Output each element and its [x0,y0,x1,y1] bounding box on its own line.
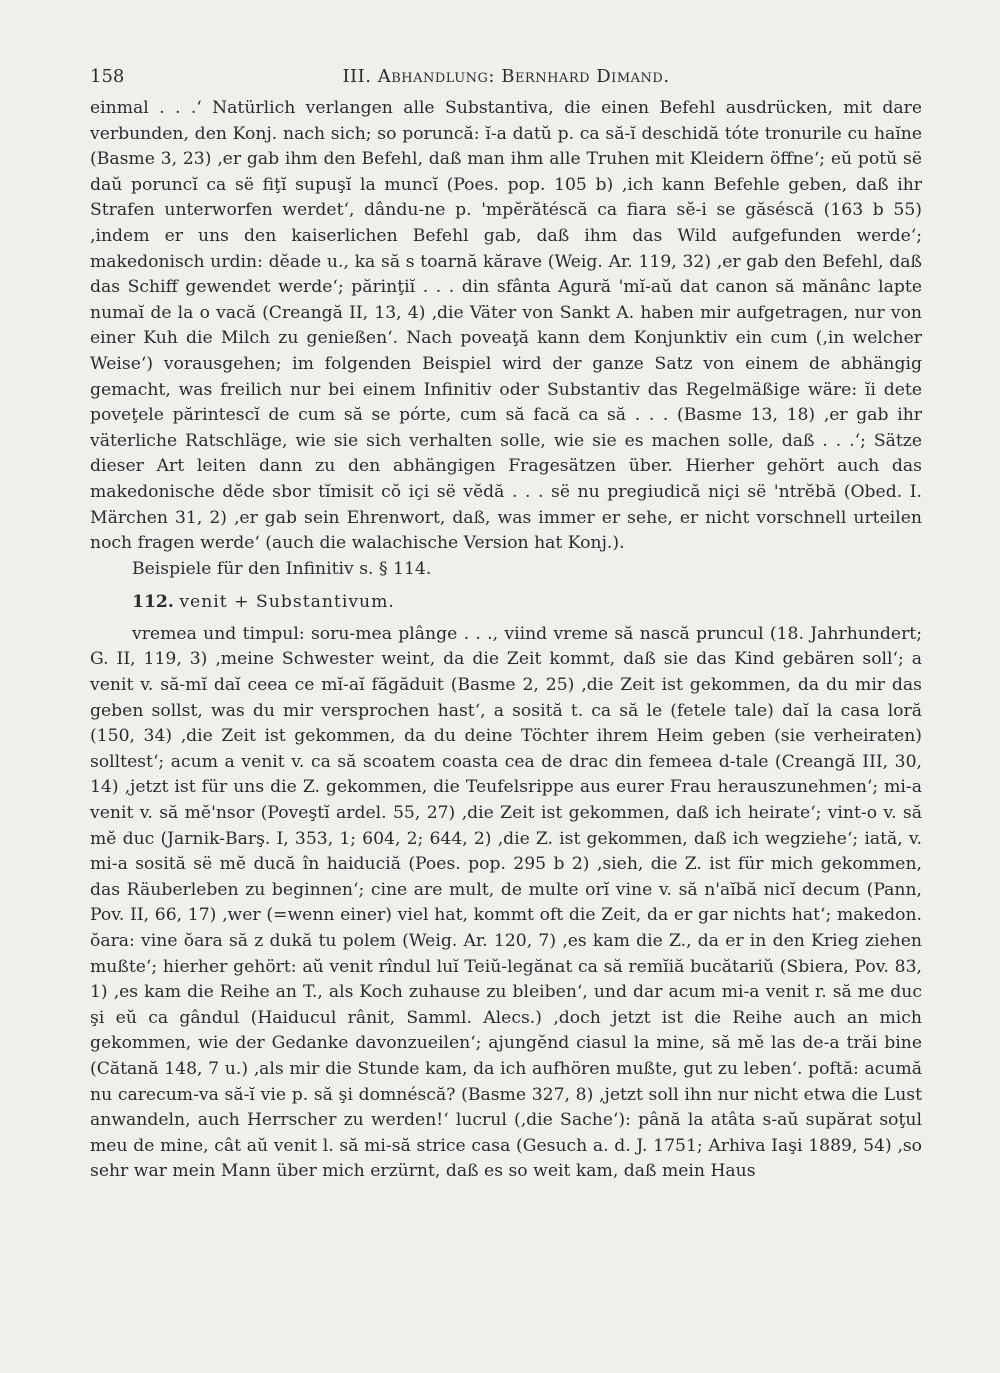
section-heading [90,590,922,616]
running-title: III. Abhandlung: Bernhard Dimand. [342,66,670,87]
paragraph-continuation: einmal . . .‘ Natürlich verlangen alle Substantiva, die einen Befehl ausdrücken, mit dare verbunden, den Konj. nach sich; so poruncă: ĭ-a datŭ p. ca să-ĭ deschidă tóte tronurile cu haĭne (Basme 3, 23) ‚er gab ihm den Befehl, daß man ihm alle Truhen mit Kleidern öffne‘; eŭ potŭ së daŭ poruncĭ ca së fiţĭ supuşĭ la muncĭ (Poes. pop. 105 b) ‚ich kann Befehle geben, daß ihr Strafen unterworfen werdet‘, dându-ne p. 'mpĕrătéscă ca fiara sĕ-i se găséscă (163 b 55) ‚indem er uns den kaiserlichen Befehl gab, daß ihm das Wild aufgefunden werde‘; makedonisch urdin: dĕade u., ka să s toarnă kărave (Weig. Ar. 119, 32) ‚er gab den Befehl, daß das Schiff gewendet werde‘; părinţiĭ . . . din sfânta Agură 'mĭ-aŭ dat canon să mănânc lapte numaĭ de la o vacă (Creangă II, 13, 4) ‚die Väter von Sankt A. haben mir aufgetragen, nur von einer Kuh die Milch zu genießen‘. Nach poveaţă kann dem Konjunktiv ein cum (‚in welcher Weise‘) vorausgehen; im folgenden Beispiel wird der ganze Satz von einem de abhängig gemacht, was freilich nur bei einem Infinitiv oder Substantiv das Regelmäßige wäre: ĭi dete poveţele părintescĭ de cum să se pórte, cum să facă ca să . . . (Basme 13, 18) ‚er gab ihr väterliche Ratschläge, wie sie sich verhalten solle, wie sie es machen solle, daß . . .‘; Sätze dieser Art leiten dann zu den abhängigen Fragesätzen über. Hierher gehört auch das makedonische dĕde sbor tĭmisit cŏ içi së vĕdă . . . së nu pregiudică niçi së 'ntrĕbă (Obed. I. Märchen 31, 2) ‚er gab sein Ehrenwort, daß, was immer er sehe, er nicht vorschnell urteilen noch fragen werde‘ (auch die walachische Version hat Konj.). [90,98,922,554]
running-head [90,60,922,96]
book-page [90,60,922,1185]
section-number: 112. [132,592,174,613]
section-title: venit + Substantivum. [179,592,395,613]
body-text [90,96,922,1185]
page-number: 158 [90,66,125,87]
paragraph-infinitive-reference: Beispiele für den Infinitiv s. § 114. [132,558,432,579]
paragraph-section-body: vremea und timpul: soru-mea plânge . . ., viind vreme să nască pruncul (18. Jahrhundert; G. II, 119, 3) ‚meine Schwester weint, da die Zeit kommt, daß sie das Kind gebären soll‘; a venit v. să-mĭ daĭ ceea ce mĭ-aĭ făgăduit (Basme 2, 25) ‚die Zeit ist gekommen, da du mir das geben sollst, was du mir versprochen hast‘, a sosită t. ca să le (fetele tale) daĭ la casa loră (150, 34) ‚die Zeit ist gekommen, da du deine Töchter ihrem Heim geben (sie verheiraten) solltest‘; acum a venit v. ca să scoatem coasta cea de drac din femeea d-tale (Creangă III, 30, 14) ‚jetzt ist für uns die Z. gekommen, die Teufelsrippe aus eurer Frau herauszunehmen‘; mi-a venit v. să mĕ'nsor (Poveştĭ ardel. 55, 27) ‚die Zeit ist gekommen, daß ich heirate‘; vint-o v. să mĕ duc (Jarnik-Barş. I, 353, 1; 604, 2; 644, 2) ‚die Z. ist gekommen, daß ich wegziehe‘; iată, v. mi-a sosită së mĕ ducă în haiduciă (Poes. pop. 295 b 2) ‚sieh, die Z. ist für mich gekommen, das Räuberleben zu beginnen‘; cine are mult, de multe orĭ vine v. să n'aĭbă nicĭ decum (Pann, Pov. II, 66, 17) ‚wer (=wenn einer) viel hat, kommt oft die Zeit, da er gar nichts hat‘; makedon. ŏara: vine ŏara să z dukă tu polem (Weig. Ar. 120, 7) ‚es kam die Z., da er in den Krieg ziehen mußte‘; hierher gehört: aŭ venit rîndul luĭ Teiŭ-legănat ca să remĭiă bucătariŭ (Sbiera, Pov. 83, 1) ‚es kam die Reihe an T., als Koch zuhause zu bleiben‘, und dar acum mi-a venit r. să me duc şi eŭ ca gândul (Haiducul rânit, Samml. Alecs.) ‚doch jetzt ist die Reihe auch an mich gekommen, wie der Gedanke davonzueilen‘; ajungĕnd ciasul la mine, să mĕ las de-a trăi bine (Cătană 148, 7 u.) ‚als mir die Stunde kam, da ich aufhören mußte, gut zu leben‘. poftă: acumă nu carecum-va să-ĭ vie p. să şi domnéscă? (Basme 327, 8) ‚jetzt soll ihn nur nicht etwa die Lust anwandeln, auch Herrscher zu werden!‘ lucrul (‚die Sache‘): până la atâta s-aŭ supărat soţul meu de mine, cât aŭ venit l. să mi-să strice casa (Gesuch a. d. J. 1751; Arhiva Iaşi 1889, 54) ‚so sehr war mein Mann über mich erzürnt, daß es so weit kam, daß mein Haus [90,623,922,1182]
